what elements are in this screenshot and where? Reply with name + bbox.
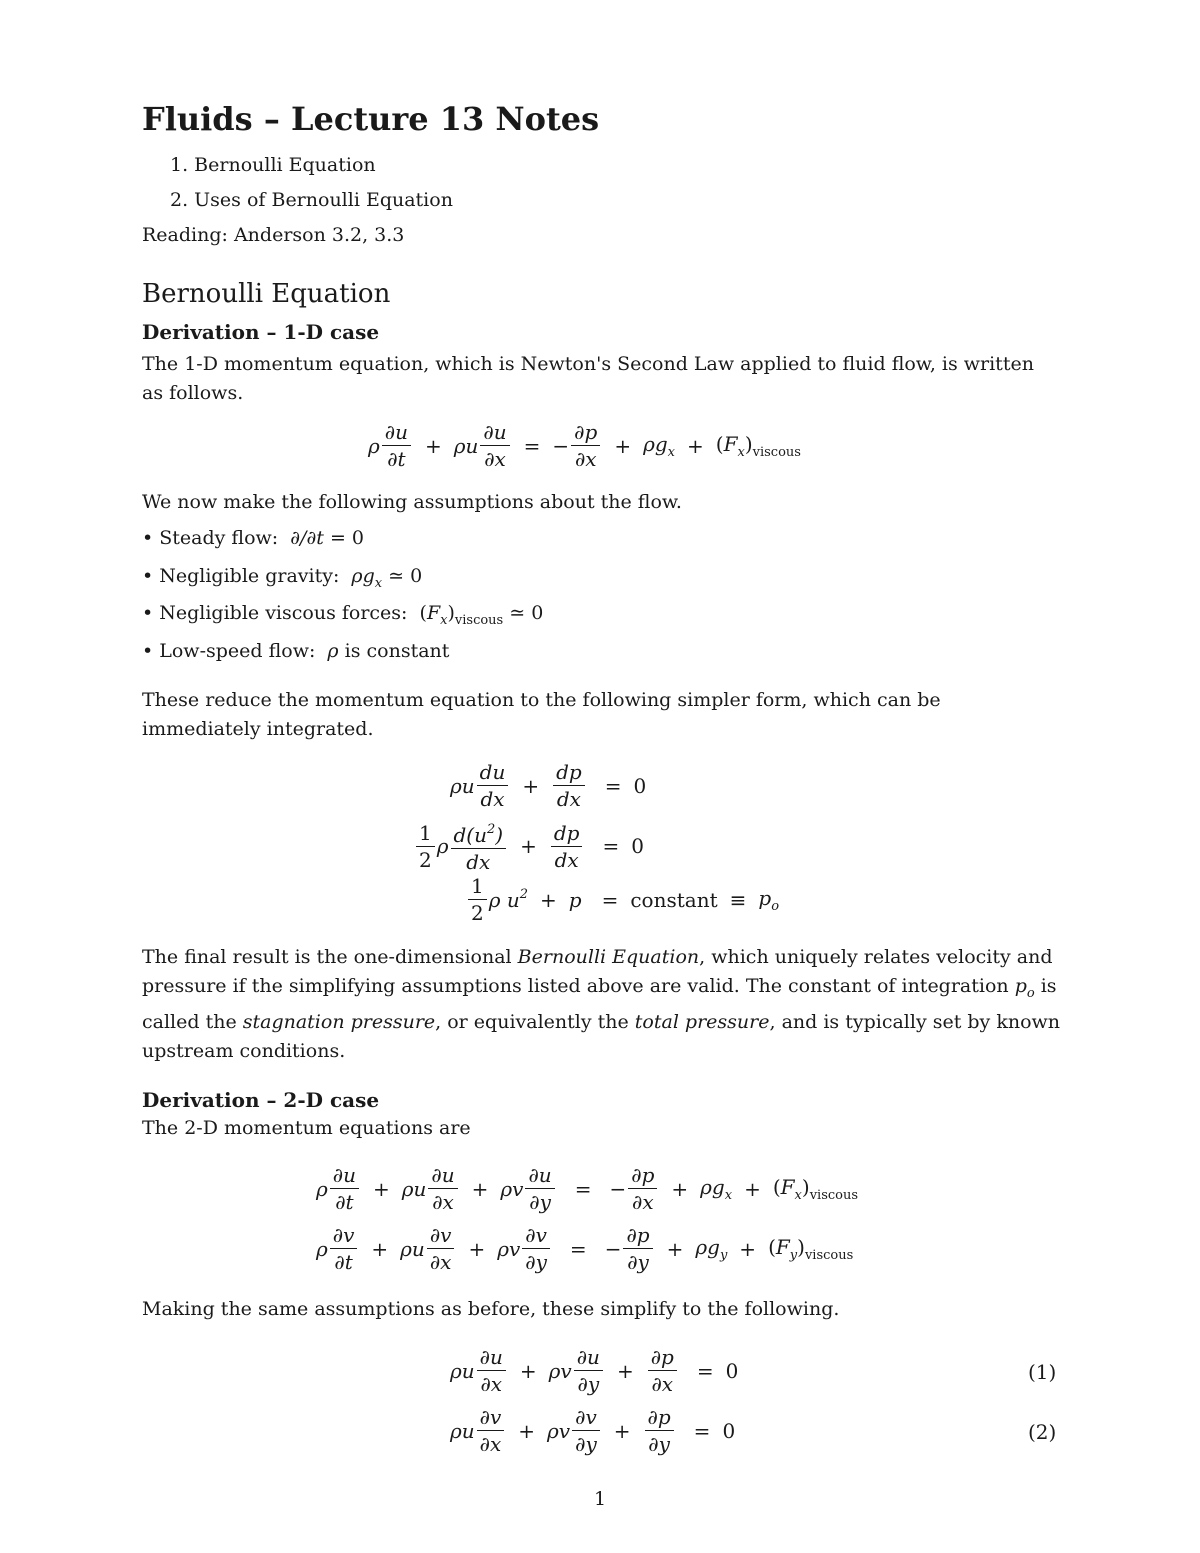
equation-reduced-1: ρu $\frac{du}{dx}$ + $\frac{dp}{dx}$ = 0 — [450, 760, 647, 811]
outline-item-1: 1. Bernoulli Equation — [170, 154, 376, 176]
constant-word: constant — [630, 887, 718, 912]
equation-1d-momentum: ρ $\frac{\partial u}{\partial t}$ + ρu $\frac{\partial u}{\partial x}$ = − $\frac{\partial p}{\partial x}$ + $\rho g_x$ + $(F_x)_{viscous}$ — [368, 420, 801, 471]
equation-simplified-2: ρu $\frac{\partial v}{\partial x}$ + ρv $\frac{\partial v}{\partial y}$ + $\frac{\partial p}{\partial y}$ = 0 — [450, 1405, 736, 1456]
paragraph-same-assumptions: Making the same assumptions as before, these simplify to the following. — [142, 1298, 840, 1320]
bullet-viscous: • Negligible viscous forces: $(F_x)_{viscous}$ ≃ 0 — [142, 602, 544, 628]
section-heading: Bernoulli Equation — [142, 279, 391, 309]
outline-item-2: 2. Uses of Bernoulli Equation — [170, 189, 453, 211]
equation-2d-y: ρ $\frac{\partial v}{\partial t}$ + ρu $\frac{\partial v}{\partial x}$ + ρv $\frac{\partial v}{\partial y}$ = − $\frac{\partial p}{\partial y}$ + $\rho g_y$ + $(F_y)_{viscous}$ — [316, 1223, 854, 1274]
equation-number-2: (2) — [1028, 1420, 1057, 1444]
equation-number-1: (1) — [1028, 1360, 1057, 1384]
page-title: Fluids – Lecture 13 Notes — [142, 100, 600, 138]
bullet-lowspeed: • Low-speed flow: ρ is constant — [142, 640, 450, 662]
bullet-steady: • Steady flow: ∂/∂t = 0 — [142, 527, 365, 549]
viscous-label: viscous — [752, 444, 801, 460]
equation-simplified-1: ρu $\frac{\partial u}{\partial x}$ + ρv $\frac{\partial u}{\partial y}$ + $\frac{\partial p}{\partial x}$ = 0 — [450, 1345, 739, 1396]
equation-bernoulli-1d: $\frac{1}{2}$ ρ $u^2$ + p = constant ≡ $p_o$ — [466, 873, 779, 926]
reading-line: Reading: Anderson 3.2, 3.3 — [142, 224, 405, 246]
subsection-1d: Derivation – 1-D case — [142, 320, 380, 344]
page-number: 1 — [594, 1488, 607, 1510]
equation-2d-x: ρ $\frac{\partial u}{\partial t}$ + ρu $\frac{\partial u}{\partial x}$ + ρv $\frac{\partial u}{\partial y}$ = − $\frac{\partial p}{\partial x}$ + $\rho g_x$ + $(F_x)_{viscous}$ — [316, 1163, 859, 1214]
paragraph-assumptions: We now make the following assumptions about the flow. — [142, 491, 682, 513]
equation-reduced-2: $\frac{1}{2}$ ρ $\frac{d(u^2)}{dx}$ + $\frac{dp}{dx}$ = 0 — [414, 817, 644, 875]
subsection-2d: Derivation – 2-D case — [142, 1088, 380, 1112]
paragraph-momentum: The 1-D momentum equation, which is Newton's Second Law applied to fluid flow, is written as follows. — [142, 353, 1034, 404]
paragraph-2d-momentum: The 2-D momentum equations are — [142, 1117, 471, 1139]
paragraph-final-result: The final result is the one-dimensional Bernoulli Equation, which uniquely relates velocity and pressure if the simplifying assumptions listed above are valid. The constant of integration $p_o$ is called the stagnation pressure, or equivalently the total pressure, and is typically set by known upstream conditions. — [142, 946, 1061, 1062]
bullet-gravity: • Negligible gravity: $\rho g_x$ ≃ 0 — [142, 565, 423, 591]
paragraph-reduce: These reduce the momentum equation to the following simpler form, which can be immediately integrated. — [142, 689, 941, 740]
